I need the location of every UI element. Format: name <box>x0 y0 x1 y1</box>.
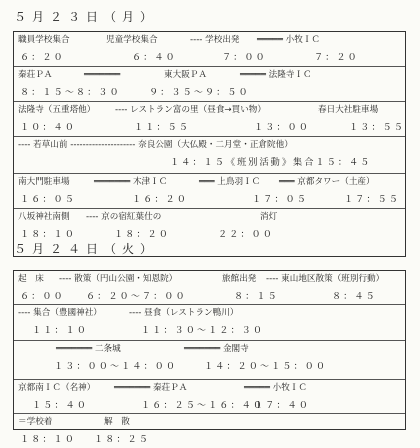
time-label: ６：２０ <box>20 52 65 63</box>
place-label: ---- 学校出発 <box>190 35 240 45</box>
place-label: ---- 昼食（レストラン鴨川） <box>129 308 239 318</box>
schedule-row <box>14 380 405 414</box>
place-label: ---- 集合（豊國神社） <box>18 308 102 318</box>
place-label: ═══ 京都タワー（土産） <box>279 177 375 187</box>
place-label: ═════ 法隆寺ＩＣ <box>240 70 312 80</box>
time-label: １８：１０ <box>20 434 76 445</box>
place-label: ═════ 小牧ＩＣ <box>244 383 307 393</box>
time-label: １７：５５ <box>344 194 400 205</box>
place-label: ═══════ 金閣寺 <box>184 344 249 354</box>
time-label: １３：００〜１４：００ <box>54 361 178 372</box>
schedule-row <box>14 102 405 137</box>
place-label: 消灯 <box>260 212 278 222</box>
place-label: 南大門駐車場 <box>18 177 70 187</box>
schedule-row <box>14 414 405 447</box>
day2-date: ５月２４日（火） <box>14 242 159 256</box>
day1-date: ５月２３日（月） <box>14 10 159 24</box>
place-label: ═══ 上鳥羽ＩＣ <box>199 177 261 187</box>
time-label: １８：２０ <box>114 229 170 240</box>
schedule-row <box>14 32 405 67</box>
time-label: １０：４０ <box>20 122 76 133</box>
time-label: １４：１５《班別活動》集合１５：４５ <box>170 157 372 168</box>
schedule-row <box>14 341 405 380</box>
time-label: １８：１０ <box>20 229 76 240</box>
place-label: ---- 京の宿紅葉仕の <box>86 212 162 222</box>
schedule-row <box>14 174 405 209</box>
time-label: ６：２０〜７：００ <box>86 291 187 302</box>
time-label: １３：５５ <box>349 122 405 133</box>
place-label: 職員学校集合 <box>18 35 70 45</box>
place-label: ═══════ 二条城 <box>56 344 121 354</box>
connector: ═══════ <box>84 70 121 80</box>
time-label: ７：２０ <box>314 52 359 63</box>
place-label: ---- レストラン富の里（昼食→買い物） <box>115 105 266 115</box>
day1-schedule-table <box>13 31 406 257</box>
time-label: ７：００ <box>222 52 267 63</box>
time-label: １６：２０ <box>132 194 188 205</box>
place-label: 起 床 <box>18 274 44 284</box>
time-label: ８：１５ <box>234 291 279 302</box>
time-label: １１：１０ <box>32 325 88 336</box>
time-label: ６：００ <box>20 291 65 302</box>
day2-schedule-table <box>13 270 406 445</box>
place-label: 解 散 <box>104 417 130 427</box>
place-label: ---- 散策（円山公園・知恩院） <box>59 274 178 284</box>
schedule-row <box>14 209 405 243</box>
place-label: ═══════ 秦荘ＰＡ <box>114 383 188 393</box>
time-label: １７：４０ <box>254 400 310 411</box>
time-label: ６：４０ <box>132 52 177 63</box>
time-label: １１：５５ <box>134 122 190 133</box>
time-label: １４：２０〜１５：００ <box>204 361 328 372</box>
time-label: １６：０５ <box>20 194 76 205</box>
place-label: 秦荘ＰＡ <box>18 70 53 80</box>
place-label: ＝学校着 <box>18 417 53 427</box>
schedule-row <box>14 137 405 174</box>
time-label: ８：４５ <box>332 291 377 302</box>
schedule-row <box>14 305 405 341</box>
place-label: ---- 東山地区散策（班別行動） <box>266 274 385 284</box>
time-label: １３：００ <box>254 122 310 133</box>
time-label: ９：３５〜９：５０ <box>149 87 250 98</box>
time-label: １１：３０〜１２：３０ <box>141 325 265 336</box>
schedule-row <box>14 67 405 102</box>
time-label: １６：２５〜１６：４０ <box>141 400 265 411</box>
place-label: ---- 若草山前 --------------------- 奈良公園（大仏殿・二月堂・正倉院他） <box>18 140 293 150</box>
place-label: ═════ 小牧ＩＣ <box>257 35 320 45</box>
place-label: 春日大社駐車場 <box>318 105 379 115</box>
place-label: ═══════ 木津ＩＣ <box>94 177 168 187</box>
time-label: １８：２５ <box>94 434 150 445</box>
time-label: ８：１５〜８：３０ <box>20 87 121 98</box>
place-label: 法隆寺（五重塔他） <box>18 105 96 115</box>
place-label: 京都南ＩＣ（名神） <box>18 383 96 393</box>
place-label: 東大阪ＰＡ <box>164 70 207 80</box>
place-label: 児童学校集合 <box>106 35 158 45</box>
place-label: 旅館出発 <box>222 274 257 284</box>
time-label: １５：４０ <box>32 400 88 411</box>
time-label: １７：０５ <box>252 194 308 205</box>
place-label: 八坂神社南側 <box>18 212 70 222</box>
time-label: ２２：００ <box>218 229 274 240</box>
schedule-row <box>14 271 405 305</box>
